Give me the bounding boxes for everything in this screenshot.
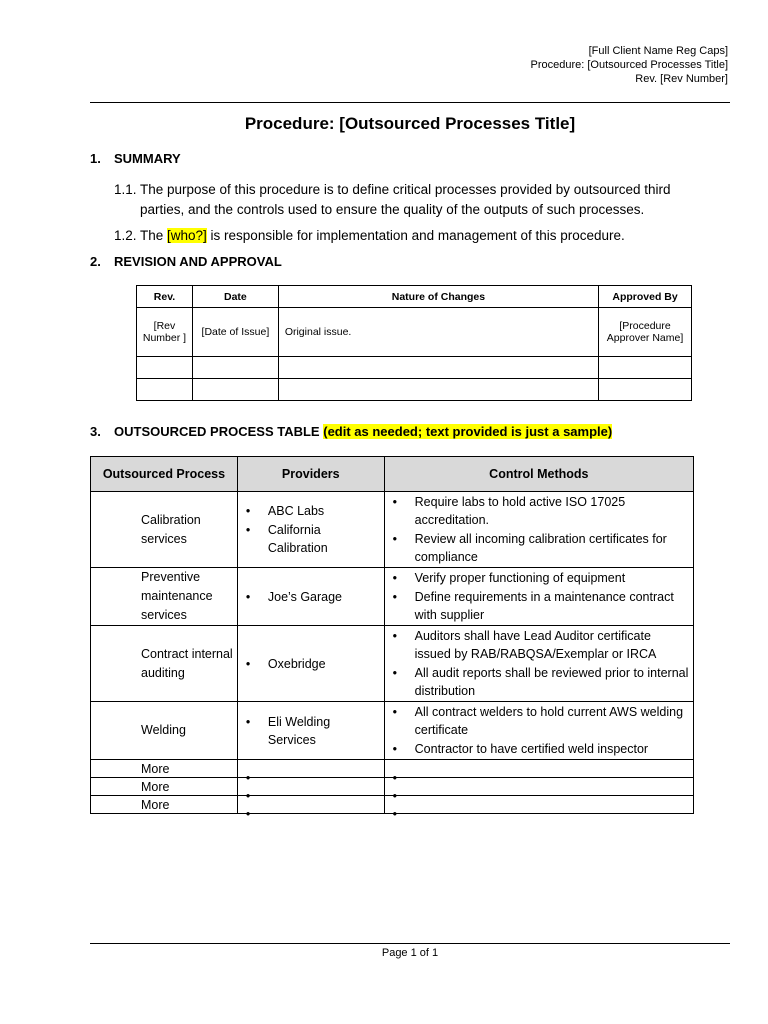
revision-table (136, 285, 692, 401)
providers-cell (237, 568, 384, 626)
table-row (137, 308, 692, 357)
section-number: 2. (90, 254, 101, 269)
paragraph-text: is responsible for implementation and management of this procedure. (206, 228, 625, 243)
date-cell: [Date of Issue] (192, 308, 278, 357)
empty-cell (278, 379, 598, 401)
section-title: REVISION AND APPROVAL (114, 254, 282, 269)
process-cell: Preventive maintenance services (91, 568, 238, 626)
header-rev: Rev. [Rev Number] (635, 73, 728, 85)
control-item: • All contract welders to hold current AWS welding certificate (415, 703, 689, 739)
column-header: Control Methods (384, 457, 693, 492)
column-header: Outsourced Process (91, 457, 238, 492)
document-title: Procedure: [Outsourced Processes Title] (244, 114, 576, 133)
process-cell: Welding (91, 702, 238, 760)
process-cell: More (91, 796, 238, 814)
control-item: • Define requirements in a maintenance contract with supplier (415, 588, 689, 624)
table-row (137, 357, 692, 379)
providers-cell (237, 760, 384, 778)
empty-cell (599, 357, 692, 379)
paragraph-text: The (140, 228, 168, 243)
empty-cell (192, 357, 278, 379)
control-item: • Auditors shall have Lead Auditor certificate issued by RAB/RABQSA/Exemplar or IRCA (415, 627, 689, 663)
outsourced-process-table (90, 456, 694, 814)
process-cell: Calibration services (91, 492, 238, 568)
section-summary-heading (90, 151, 181, 166)
provider-item: • Eli Welding Services (268, 713, 380, 749)
edit-note: (edit as needed; text provided is just a sample) (323, 424, 613, 439)
empty-cell (278, 357, 598, 379)
providers-cell (237, 626, 384, 702)
paragraph-text-continued: parties, and the controls used to ensure the quality of the outputs of such processes. (140, 202, 645, 217)
table-row (91, 492, 694, 568)
section-title: SUMMARY (114, 151, 181, 166)
providers-cell (237, 492, 384, 568)
table-row (137, 379, 692, 401)
provider-item: • ABC Labs (268, 502, 380, 520)
paragraph-number: 1.1. (114, 182, 137, 197)
column-header: Approved By (599, 286, 692, 308)
provider-item: • Joe’s Garage (268, 588, 380, 606)
rev-cell: [Rev Number ] (137, 308, 193, 357)
section-outsourced-heading (90, 424, 612, 439)
process-cell: More (91, 760, 238, 778)
empty-cell (192, 379, 278, 401)
paragraph-number: 1.2. (114, 228, 137, 243)
control-item: • Verify proper functioning of equipment (415, 569, 689, 587)
controls-cell (384, 796, 693, 814)
control-item: • Contractor to have certified weld inspector (415, 740, 689, 758)
footer-divider (90, 943, 730, 944)
summary-paragraph-2 (114, 226, 694, 246)
paragraph-text: The purpose of this procedure is to define critical processes provided by outsourced third (140, 182, 671, 197)
empty-cell (599, 379, 692, 401)
running-header (531, 44, 728, 86)
table-row-more (91, 760, 694, 778)
provider-item: • California Calibration (268, 521, 380, 557)
provider-item: • Oxebridge (268, 655, 380, 673)
providers-cell (237, 702, 384, 760)
column-header: Providers (237, 457, 384, 492)
summary-paragraph-1 (114, 180, 694, 220)
header-divider (90, 102, 730, 103)
process-cell: Contract internal auditing (91, 626, 238, 702)
column-header: Date (192, 286, 278, 308)
control-item: • All audit reports shall be reviewed prior to internal distribution (415, 664, 689, 700)
section-number: 1. (90, 151, 101, 166)
table-row (91, 568, 694, 626)
table-header-row (91, 457, 694, 492)
providers-cell (237, 796, 384, 814)
column-header: Nature of Changes (278, 286, 598, 308)
column-header: Rev. (137, 286, 193, 308)
control-item: • Require labs to hold active ISO 17025 accreditation. (415, 493, 689, 529)
header-client: [Full Client Name Reg Caps] (588, 45, 728, 57)
control-item: • Review all incoming calibration certificates for compliance (415, 530, 689, 566)
controls-cell (384, 760, 693, 778)
controls-cell (384, 778, 693, 796)
page-number: Page 1 of 1 (381, 947, 439, 959)
providers-cell (237, 778, 384, 796)
controls-cell (384, 568, 693, 626)
nature-cell: Original issue. (278, 308, 598, 357)
controls-cell (384, 702, 693, 760)
table-row (91, 702, 694, 760)
process-cell: More (91, 778, 238, 796)
empty-cell (137, 379, 193, 401)
table-header-row (137, 286, 692, 308)
empty-cell (137, 357, 193, 379)
section-number: 3. (90, 424, 101, 439)
controls-cell (384, 492, 693, 568)
who-placeholder: [who?] (167, 228, 207, 243)
approved-cell: [Procedure Approver Name] (599, 308, 692, 357)
table-row (91, 626, 694, 702)
controls-cell (384, 626, 693, 702)
section-revision-heading (90, 254, 282, 269)
section-title: OUTSOURCED PROCESS TABLE (114, 424, 320, 439)
header-procedure: Procedure: [Outsourced Processes Title] (530, 59, 728, 71)
